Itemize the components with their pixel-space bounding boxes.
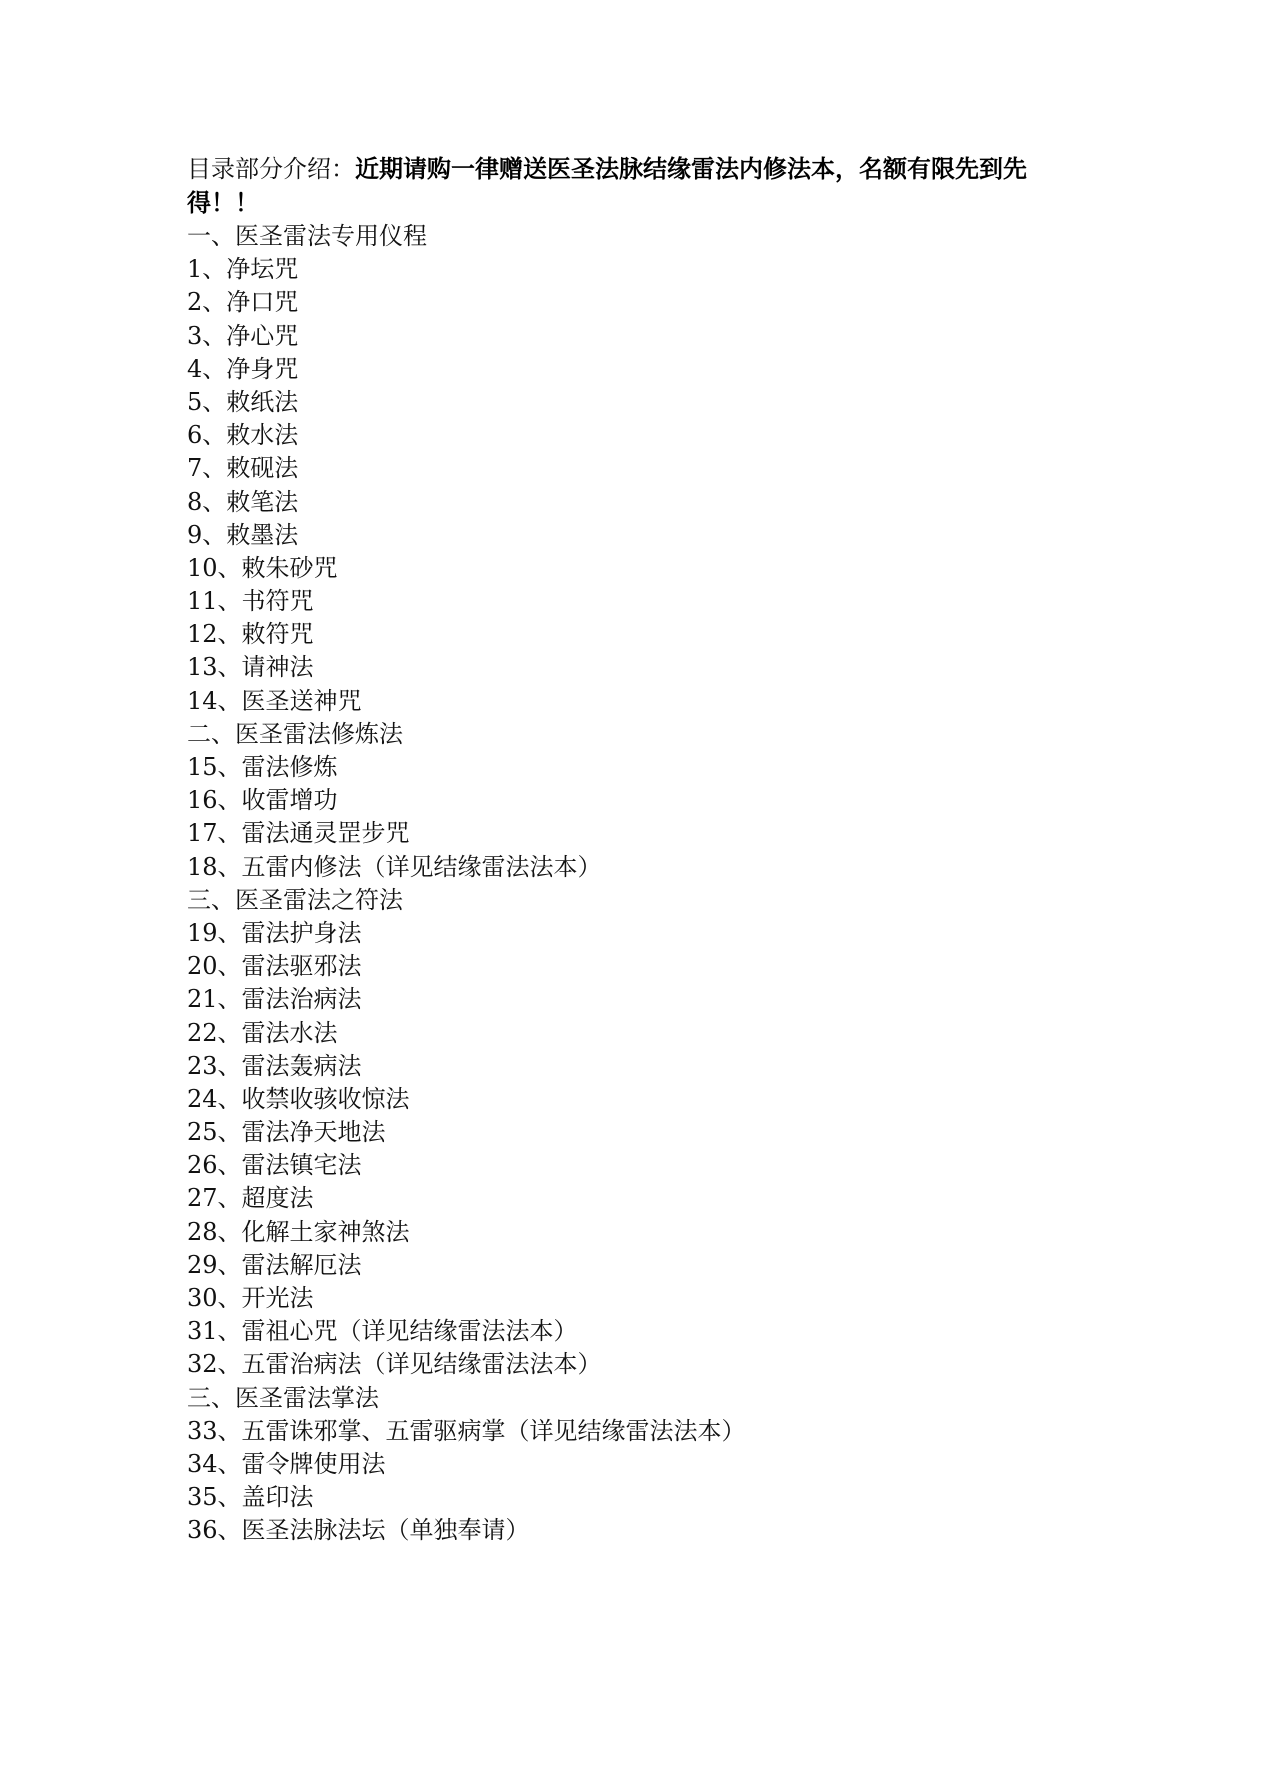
- toc-item: 28、化解土家神煞法: [187, 1217, 410, 1246]
- toc-item: 27、超度法: [187, 1184, 314, 1213]
- toc-item: 19、雷法护身法: [187, 918, 362, 947]
- toc-item: 34、雷令牌使用法: [187, 1449, 386, 1478]
- toc-item: 22、雷法水法: [187, 1018, 338, 1047]
- toc-item: 6、敕水法: [187, 421, 299, 450]
- toc-item: 31、雷祖心咒（详见结缘雷法法本）: [187, 1317, 578, 1346]
- toc-item: 15、雷法修炼: [187, 753, 338, 781]
- toc-item: 13、请神法: [187, 653, 314, 682]
- toc-item: 3、净心咒: [187, 321, 299, 350]
- toc-item: 33、五雷诛邪掌、五雷驱病掌（详见结缘雷法法本）: [187, 1416, 746, 1445]
- toc-item: 三、医圣雷法之符法: [187, 885, 403, 914]
- toc-item: 32、五雷治病法（详见结缘雷法法本）: [187, 1350, 602, 1379]
- toc-list: [187, 220, 1087, 1548]
- toc-item: 25、雷法净天地法: [187, 1118, 386, 1147]
- toc-item: 二、医圣雷法修炼法: [187, 719, 403, 748]
- toc-item: 26、雷法镇宅法: [187, 1151, 362, 1180]
- toc-item: 30、开光法: [187, 1284, 314, 1312]
- intro-highlight: 近期请购一律赠送医圣法脉结缘雷法内修法本，名额有限先到先得！！: [187, 154, 1027, 217]
- toc-item: 2、净口咒: [187, 288, 299, 317]
- toc-item: 35、盖印法: [187, 1483, 314, 1512]
- toc-item: 29、雷法解厄法: [187, 1250, 362, 1279]
- toc-item: 5、敕纸法: [187, 387, 299, 416]
- toc-item: 16、收雷增功: [187, 786, 338, 815]
- toc-item: 8、敕笔法: [187, 487, 299, 516]
- toc-item: 17、雷法通灵罡步咒: [187, 819, 410, 848]
- toc-item: 21、雷法治病法: [187, 985, 362, 1014]
- toc-item: 4、净身咒: [187, 354, 299, 383]
- toc-item: 14、医圣送神咒: [187, 686, 362, 715]
- toc-item: 7、敕砚法: [187, 454, 299, 483]
- toc-item: 36、医圣法脉法坛（单独奉请）: [187, 1516, 530, 1545]
- intro-label: 目录部分介绍：: [187, 155, 355, 183]
- toc-item: 9、敕墨法: [187, 520, 299, 549]
- toc-item: 24、收禁收骇收惊法: [187, 1084, 410, 1113]
- toc-item: 18、五雷内修法（详见结缘雷法法本）: [187, 852, 602, 881]
- toc-item: 1、净坛咒: [187, 255, 299, 284]
- toc-item: 一、医圣雷法专用仪程: [187, 222, 427, 250]
- toc-content: [187, 152, 1087, 1548]
- toc-item: 11、书符咒: [187, 587, 314, 616]
- toc-item: 12、敕符咒: [187, 620, 314, 649]
- toc-item: 10、敕朱砂咒: [187, 553, 338, 582]
- toc-item: 三、医圣雷法掌法: [187, 1383, 379, 1412]
- toc-item: 23、雷法轰病法: [187, 1051, 362, 1080]
- toc-item: 20、雷法驱邪法: [187, 952, 362, 981]
- intro-paragraph: [187, 152, 1087, 220]
